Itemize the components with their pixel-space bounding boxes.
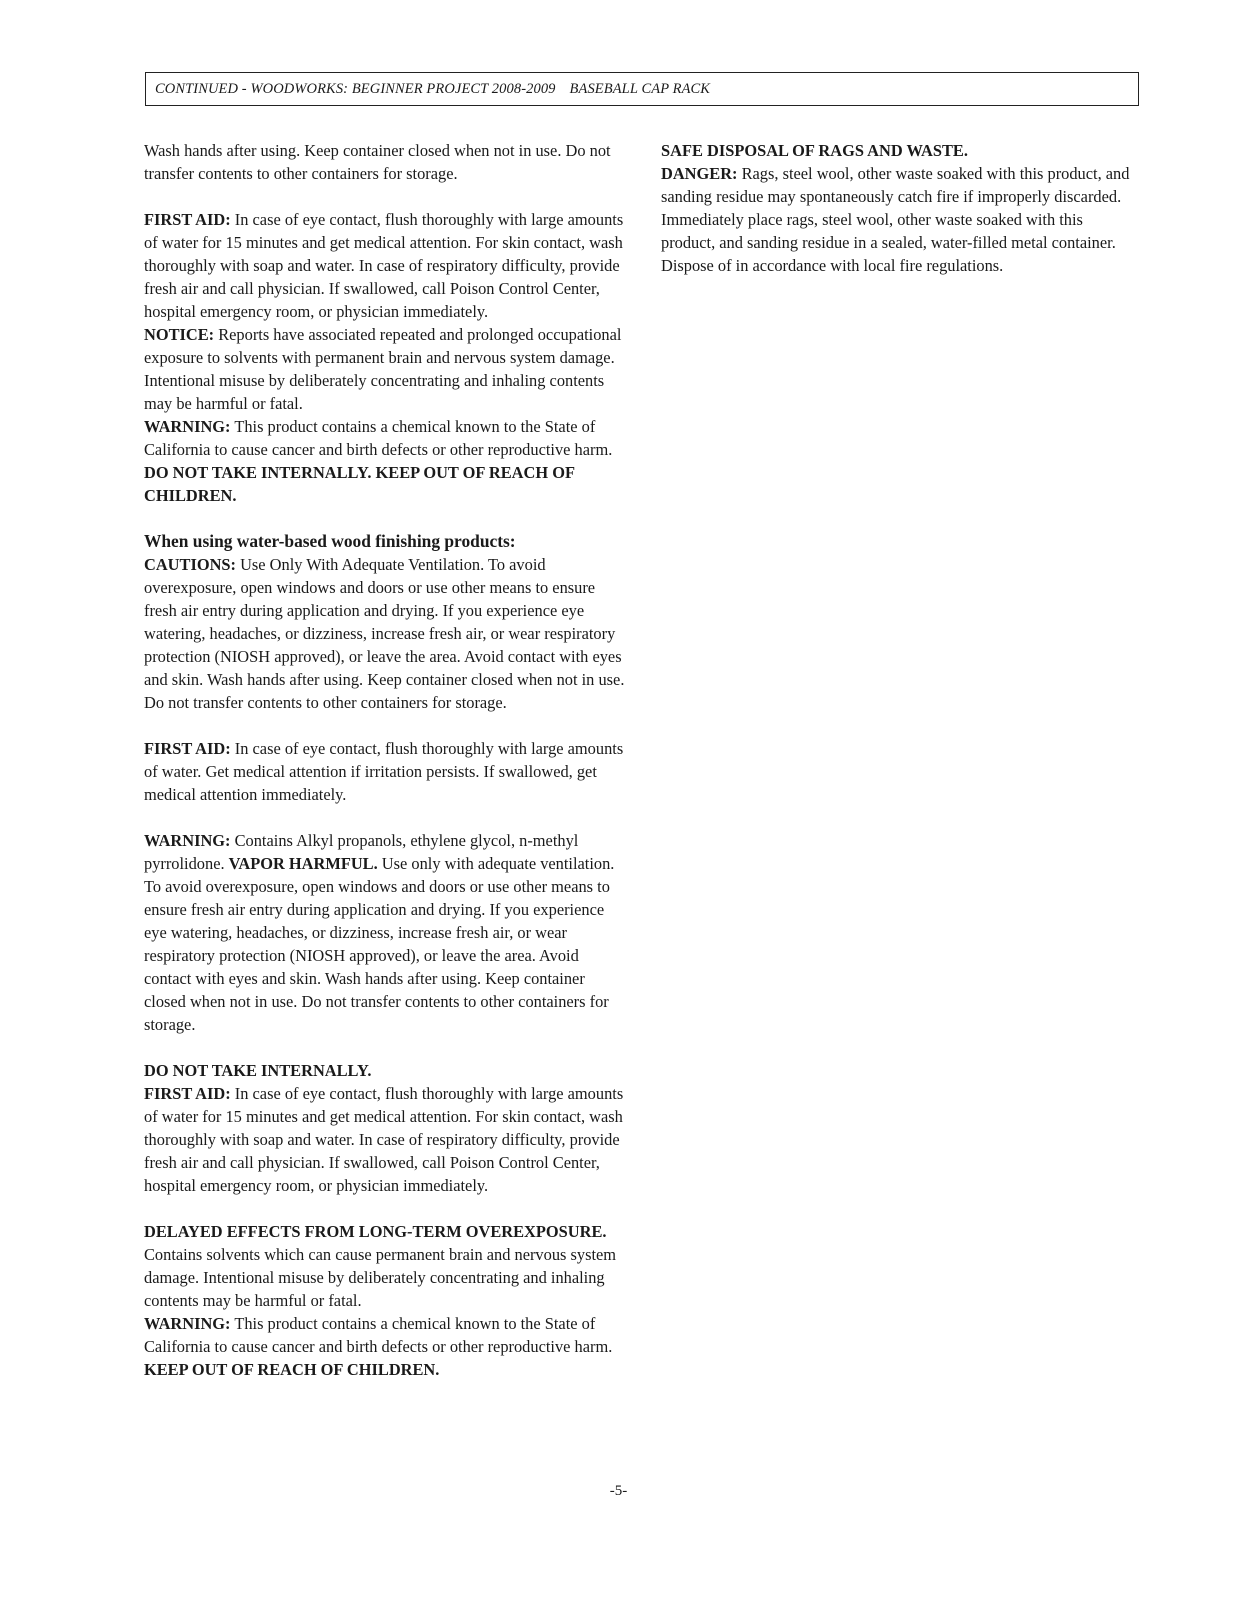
danger-paragraph: DANGER: Rags, steel wool, other waste soaked with this product, and sanding residue may spontaneously catch fire if improperly discarded. Immediately place rags, steel wool, other waste soaked with this product, and sanding residue in a sealed, water-filled metal container. Dispose of in accordance with local fire regulations. (661, 164, 1130, 275)
running-header (145, 72, 1139, 106)
do-not-take-notice-1: DO NOT TAKE INTERNALLY. KEEP OUT OF REACH OF CHILDREN. (144, 463, 575, 505)
vapor-harmful-label: VAPOR HARMFUL. (228, 854, 378, 873)
delayed-effects-heading: DELAYED EFFECTS FROM LONG-TERM OVEREXPOSURE. (144, 1222, 607, 1241)
keep-out-notice: KEEP OUT OF REACH OF CHILDREN. (144, 1360, 440, 1379)
notice-paragraph: NOTICE: Reports have associated repeated and prolonged occupational exposure to solvents with permanent brain and nervous system damage. Intentional misuse by deliberately concentrating and inhaling contents may be harmful or fatal. (144, 325, 622, 413)
warning-paragraph-1: WARNING: This product contains a chemical known to the State of California to cause cancer and birth defects or other reproductive harm. (144, 417, 613, 459)
cautions-paragraph: CAUTIONS: Use Only With Adequate Ventilation. To avoid overexposure, open windows and doors or use other means to ensure fresh air entry during application and drying. If you experience eye watering, headaches, or dizziness, increase fresh air, or wear respiratory protection (NIOSH approved), or leave the area. Avoid contact with eyes and skin. Wash hands after using. Keep container closed when not in use. Do not transfer contents to other containers for storage. (144, 555, 625, 712)
do-not-take-notice-2: DO NOT TAKE INTERNALLY. (144, 1061, 372, 1080)
cautions-label: CAUTIONS: (144, 555, 236, 574)
warning-label: WARNING: (144, 1314, 231, 1333)
first-aid-paragraph-3: FIRST AID: In case of eye contact, flush thoroughly with large amounts of water for 15 minutes and get medical attention. For skin contact, wash thoroughly with soap and water. In case of respiratory difficulty, provide fresh air and call physician. If swallowed, call Poison Control Center, hospital emergency room, or physician immediately. (144, 1084, 624, 1195)
delayed-effects-paragraph: Contains solvents which can cause permanent brain and nervous system damage. Intentional misuse by deliberately concentrating and inhaling contents may be harmful or fatal. (144, 1245, 617, 1310)
warning-paragraph-2: WARNING: Contains Alkyl propanols, ethylene glycol, n-methyl pyrrolidone. VAPOR HARMFUL. Use only with adequate ventilation. To avoid overexposure, open windows and doors or use other means to ensure fresh air entry during application and drying. If you experience eye watering, headaches, or dizziness, increase fresh air, or wear respiratory protection (NIOSH approved), or leave the area. Avoid contact with eyes and skin. Wash hands after using. Keep container closed when not in use. Do not transfer contents to other containers for storage. (144, 831, 615, 1034)
header-project-name: BASEBALL CAP RACK (569, 80, 711, 97)
warning-label: WARNING: (144, 417, 231, 436)
warning-paragraph-3: WARNING: This product contains a chemical known to the State of California to cause cancer and birth defects or other reproductive harm. (144, 1314, 613, 1356)
page-number: -5- (609, 1483, 628, 1499)
first-aid-label: FIRST AID: (144, 210, 231, 229)
intro-paragraph: Wash hands after using. Keep container closed when not in use. Do not transfer contents to other containers for storage. (144, 141, 611, 183)
right-column (661, 139, 1139, 277)
left-column (144, 139, 630, 1381)
danger-label: DANGER: (661, 164, 738, 183)
notice-label: NOTICE: (144, 325, 215, 344)
water-based-heading: When using water-based wood finishing products: (144, 531, 516, 551)
warning-label: WARNING: (144, 831, 231, 850)
first-aid-paragraph-2: FIRST AID: In case of eye contact, flush thoroughly with large amounts of water. Get medical attention if irritation persists. If swallowed, get medical attention immediately. (144, 739, 624, 804)
first-aid-label: FIRST AID: (144, 739, 231, 758)
first-aid-paragraph-1: FIRST AID: In case of eye contact, flush thoroughly with large amounts of water for 15 minutes and get medical attention. For skin contact, wash thoroughly with soap and water. In case of respiratory difficulty, provide fresh air and call physician. If swallowed, call Poison Control Center, hospital emergency room, or physician immediately. (144, 210, 624, 321)
disposal-heading: SAFE DISPOSAL OF RAGS AND WASTE. (661, 141, 968, 160)
first-aid-label: FIRST AID: (144, 1084, 231, 1103)
header-title: CONTINUED - WOODWORKS: BEGINNER PROJECT 2008-2009 (155, 80, 556, 97)
